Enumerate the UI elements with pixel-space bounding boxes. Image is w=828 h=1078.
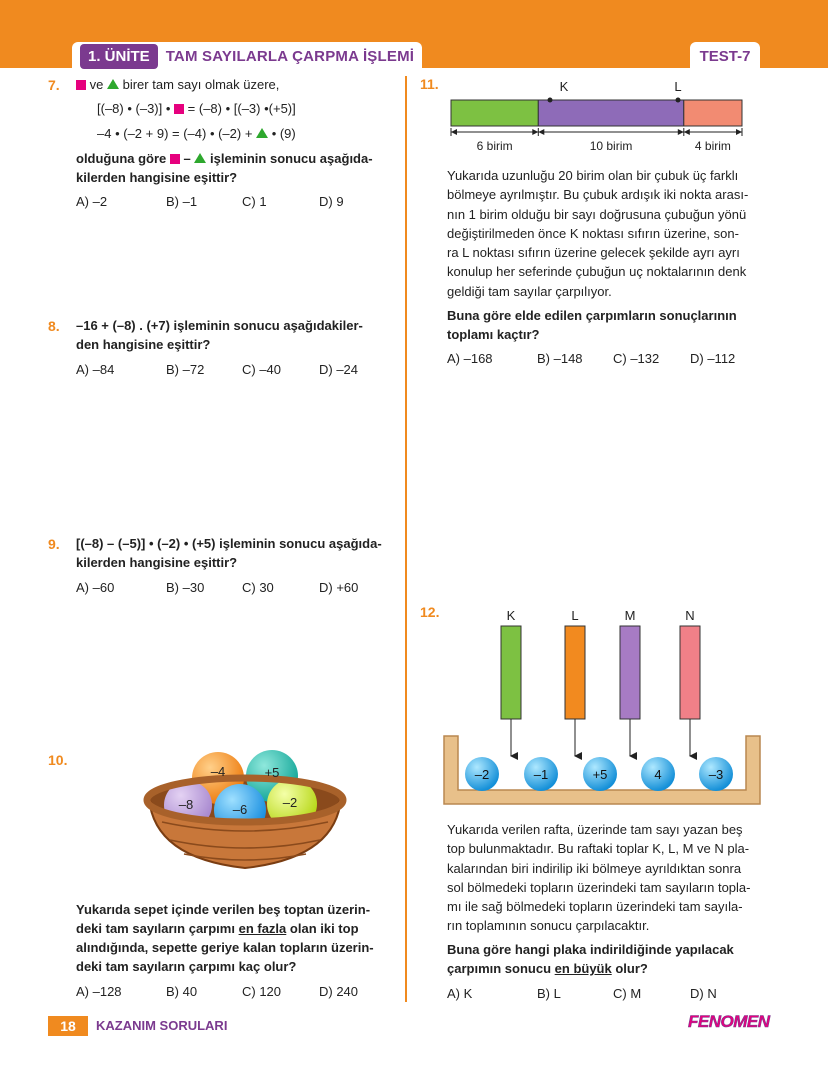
q11-options: [447, 351, 735, 366]
rod-segment: [451, 100, 538, 126]
q12-paragraph-line: kalarından biri indirilip iki bölmeye ayrıldıktan sonra: [447, 860, 742, 876]
segment-label: 10 birim: [589, 139, 633, 153]
shelf-ball-label: –2: [474, 767, 490, 782]
q9-stem-2: kilerden hangisine eşittir?: [76, 555, 238, 570]
plate: [620, 626, 640, 719]
ball-label: +5: [264, 765, 280, 780]
option-d[interactable]: D) –24: [319, 362, 359, 377]
dimension-arrow: [684, 129, 690, 135]
option-b[interactable]: B) –72: [166, 362, 205, 377]
pink-square-icon: [170, 154, 180, 164]
q11-paragraph-line: değiştirilmeden önce K noktası sıfırın üzerine, son-: [447, 225, 739, 241]
question-number: 9.: [48, 536, 60, 552]
option-a[interactable]: A) –84: [76, 362, 115, 377]
question-number: 7.: [48, 77, 60, 93]
option-d[interactable]: D) –112: [690, 351, 736, 366]
q10-options: [76, 984, 358, 999]
question-number: 12.: [420, 604, 440, 620]
q12-paragraph-line: mı ile sağ bölmedeki topların üzerindeki tam sayıla-: [447, 899, 743, 915]
q12-stem-1: Buna göre hangi plaka indirildiğinde yapılacak: [447, 942, 734, 957]
q10-stem-3: alındığında, sepette geriye kalan topların üzerin-: [76, 940, 374, 955]
shelf-ball-label: +5: [592, 767, 608, 782]
option-a[interactable]: A) K: [447, 986, 473, 1001]
ball-label: –6: [232, 802, 248, 817]
point-k-dot: [548, 98, 553, 103]
plate-label: M: [624, 608, 636, 623]
rod-segment: [538, 100, 684, 126]
dimension-arrow: [538, 129, 544, 135]
option-c[interactable]: C) 30: [242, 580, 274, 595]
option-b[interactable]: B) –30: [166, 580, 205, 595]
plate: [501, 626, 521, 719]
q10-stem-2: deki tam sayıların çarpımı en fazla olan iki top: [76, 921, 359, 936]
q11-paragraph-line: bölmeye ayrılmıştır. Bu çubuk ardışık iki nokta arası-: [447, 187, 749, 203]
option-c[interactable]: C) M: [613, 986, 642, 1001]
ball-label: –4: [210, 764, 226, 779]
question-number: 11.: [420, 76, 439, 92]
option-d[interactable]: D) 240: [319, 984, 359, 999]
pink-square-icon: [76, 80, 86, 90]
option-b[interactable]: B) –148: [537, 351, 583, 366]
q11-paragraph-line: konulup her seferinde çubuğun uç noktalarının denk: [447, 264, 747, 280]
plate-label: N: [685, 608, 695, 623]
pink-square-icon: [174, 104, 184, 114]
dimension-arrow: [678, 129, 684, 135]
point-l-label: L: [674, 79, 682, 94]
question-number: 8.: [48, 318, 60, 334]
q12-paragraph-line: Yukarıda verilen rafta, üzerinde tam sayı yazan beş: [447, 822, 743, 837]
q9-options: [76, 580, 358, 595]
option-c[interactable]: C) 120: [242, 984, 282, 999]
q11-stem-1: Buna göre elde edilen çarpımların sonuçlarının: [447, 308, 737, 323]
q11-paragraph-line: Yukarıda uzunluğu 20 birim olan bir çubuk üç farklı: [447, 168, 739, 183]
dimension-arrow: [451, 129, 457, 135]
q11-paragraph: [447, 166, 760, 301]
q7-stem-2: kilerden hangisine eşittir?: [76, 170, 238, 185]
unit-title: TAM SAYILARLA ÇARPMA İŞLEMİ: [165, 47, 415, 65]
option-b[interactable]: B) 40: [166, 984, 198, 999]
q11-stem-2: toplamı kaçtır?: [447, 327, 540, 342]
green-triangle-icon: [194, 153, 206, 163]
segment-label: 4 birim: [694, 139, 731, 153]
option-b[interactable]: B) –1: [166, 194, 198, 209]
q11-paragraph-line: ra L noktası sıfırın üzerine gelecek şekilde ayrı ayrı: [447, 245, 740, 261]
q7-options: [76, 194, 344, 209]
footer-section: KAZANIM SORULARI: [96, 1018, 228, 1033]
column-divider: [405, 76, 407, 1002]
segment-label: 6 birim: [476, 139, 513, 153]
basket-illustration: [140, 740, 350, 880]
shelf-ball-label: 4: [654, 767, 662, 782]
shelf-diagram: [440, 604, 765, 808]
option-c[interactable]: C) –132: [613, 351, 660, 366]
q8-options: [76, 362, 358, 377]
unit-number: 1. ÜNİTE: [80, 44, 158, 69]
option-a[interactable]: A) –128: [76, 984, 122, 999]
q7-equation-1: [(–8) • (–3)] • = (–8) • [(–3) •(+5)]: [97, 101, 296, 116]
option-a[interactable]: A) –168: [447, 351, 493, 366]
unit-tab: [72, 42, 422, 70]
q9-stem-1: [(–8) – (–5)] • (–2) • (+5) işleminin sonucu aşağıda-: [76, 536, 382, 551]
q12-paragraph-line: sol bölmedeki topların üzerindeki tam sayıların topla-: [447, 879, 751, 895]
q12-paragraph-line: rın toplamının sonucu çarpılacaktır.: [447, 918, 650, 934]
q12-paragraph-line: top bulunmaktadır. Bu raftaki toplar K, L, M ve N pla-: [447, 841, 750, 857]
option-d[interactable]: D) 9: [319, 194, 344, 209]
point-l-dot: [676, 98, 681, 103]
q10-stem-1: Yukarıda sepet içinde verilen beş toptan üzerin-: [76, 902, 371, 917]
q7-stem-1: olduğuna göre – işleminin sonucu aşağıda-: [76, 151, 373, 166]
q12-paragraph: [447, 820, 760, 936]
rod-segment: [684, 100, 742, 126]
option-a[interactable]: A) –60: [76, 580, 115, 595]
q11-paragraph-line: nın 1 birim olduğu bir sayı doğrusuna çubuğun yönü: [447, 206, 747, 222]
q8-stem-2: den hangisine eşittir?: [76, 337, 211, 352]
ball-label: –2: [282, 795, 298, 810]
option-c[interactable]: C) 1: [242, 194, 267, 209]
option-c[interactable]: C) –40: [242, 362, 282, 377]
brand-logo: FENOMEN: [688, 1012, 770, 1031]
option-a[interactable]: A) –2: [76, 194, 108, 209]
q8-stem-1: –16 + (–8) . (+7) işleminin sonucu aşağıdakiler-: [76, 318, 363, 333]
green-triangle-icon: [107, 79, 119, 89]
green-triangle-icon: [256, 128, 268, 138]
q7-intro: ve birer tam sayı olmak üzere,: [76, 77, 279, 92]
point-k-label: K: [559, 79, 569, 94]
option-d[interactable]: D) N: [690, 986, 717, 1001]
dimension-arrow: [532, 129, 538, 135]
dimension-arrow: [736, 129, 742, 135]
rod-diagram: [440, 74, 760, 162]
option-d[interactable]: D) +60: [319, 580, 359, 595]
q10-stem-4: deki tam sayıların çarpımı kaç olur?: [76, 959, 297, 974]
plate: [565, 626, 585, 719]
shelf-ball-label: –3: [708, 767, 724, 782]
plate-label: K: [506, 608, 516, 623]
page-number: 18: [48, 1016, 88, 1036]
q12-stem-2: çarpımın sonucu en büyük olur?: [447, 961, 648, 976]
q7-equation-2: –4 • (–2 + 9) = (–4) • (–2) + • (9): [97, 126, 296, 141]
option-b[interactable]: B) L: [537, 986, 561, 1001]
question-number: 10.: [48, 752, 68, 768]
plate: [680, 626, 700, 719]
plate-label: L: [571, 608, 579, 623]
shelf-ball-label: –1: [533, 767, 549, 782]
test-label: TEST-7: [690, 42, 760, 70]
q11-paragraph-line: geldiği tam sayılar çarpılıyor.: [447, 283, 612, 299]
ball-label: –8: [178, 797, 194, 812]
q12-options: [447, 986, 717, 1001]
